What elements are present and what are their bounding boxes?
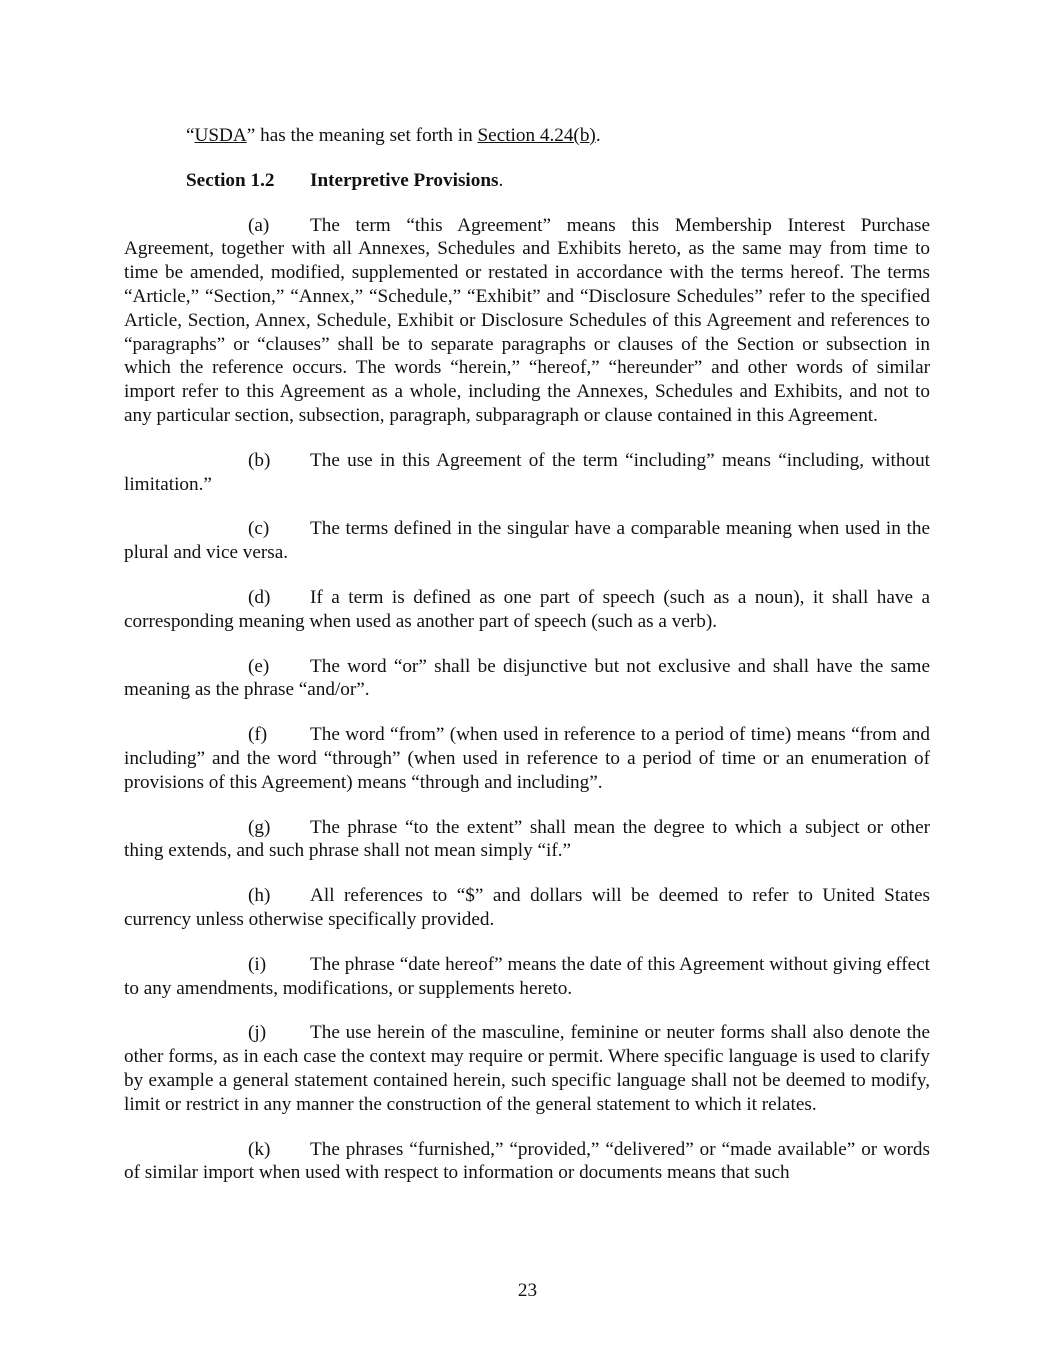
page-number: 23 — [517, 1280, 538, 1301]
paragraph-k — [124, 1138, 930, 1186]
paragraph-i — [124, 953, 930, 1001]
paragraph-e — [124, 655, 930, 703]
paragraph-text: The use herein of the masculine, feminine or neuter forms shall also denote the other forms, as in each case the context may require or permit. Where specific language is used to clarify by example a general statement contained herein, such specific language shall not be deemed to modify, limit or restrict in any manner the construction of the general statement to which it relates. — [124, 1022, 930, 1115]
paragraph-label: (h) — [248, 885, 271, 907]
paragraph-text: The phrase “to the extent” shall mean the degree to which a subject or other thing extends, and such phrase shall not mean simply “if.” — [124, 816, 930, 862]
paragraph-label: (b) — [248, 449, 271, 471]
paragraph-text: The term “this Agreement” means this Membership Interest Purchase Agreement, together with all Annexes, Schedules and Exhibits hereto, as the same may from time to time be amended, modified, supplemented or restated in accordance with the terms hereof. The terms “Article,” “Section,” “Annex,” “Schedule,” “Exhibit” and “Disclosure Schedules” refer to the specified Article, Section, Annex, Schedule, Exhibit or Disclosure Schedules of this Agreement and references to “paragraphs” or “clauses” shall be to separate paragraphs or clauses of the Section or subsection in which the reference occurs. The words “herein,” “hereof,” “hereunder” and other words of similar import refer to this Agreement as a whole, including the Annexes, Schedules and Exhibits, and not to any particular section, subsection, paragraph, subparagraph or clause contained in this Agreement. — [124, 214, 930, 426]
paragraph-h — [124, 884, 930, 932]
paragraph-label: (e) — [248, 655, 270, 677]
section-heading — [124, 169, 930, 193]
paragraph-text: The terms defined in the singular have a comparable meaning when used in the plural and vice versa. — [124, 518, 930, 564]
document-page — [124, 124, 930, 1206]
paragraph-label: (g) — [248, 816, 271, 838]
paragraph-text: If a term is defined as one part of speech (such as a noun), it shall have a corresponding meaning when used as another part of speech (such as a verb). — [124, 586, 930, 632]
paragraph-b — [124, 449, 930, 497]
definition-open-quote: “ — [186, 125, 195, 146]
paragraph-a — [124, 214, 930, 428]
paragraph-text: All references to “$” and dollars will be deemed to refer to United States currency unless otherwise specifically provided. — [124, 885, 930, 930]
paragraph-label: (i) — [248, 953, 267, 975]
section-title-period: . — [498, 169, 504, 191]
section-number: Section 1.2 — [186, 169, 275, 191]
paragraph-j — [124, 1021, 930, 1116]
paragraph-label: (k) — [248, 1138, 271, 1160]
paragraph-label: (j) — [248, 1022, 267, 1044]
definition-usda — [124, 124, 930, 148]
paragraph-text: The use in this Agreement of the term “including” means “including, without limitation.” — [124, 449, 930, 495]
paragraph-c — [124, 517, 930, 565]
paragraph-d — [124, 586, 930, 634]
paragraph-label: (f) — [248, 724, 268, 746]
defined-term: USDA — [194, 125, 247, 146]
section-reference: Section 4.24(b) — [477, 125, 596, 146]
paragraph-text: The word “or” shall be disjunctive but not exclusive and shall have the same meaning as the phrase “and/or”. — [124, 655, 930, 701]
definition-end: . — [595, 125, 601, 146]
paragraph-text: The word “from” (when used in reference to a period of time) means “from and including” and the word “through” (when used in reference to a period of time or an enumeration of provisions of this Agreement) means “through and including”. — [124, 724, 930, 793]
paragraph-label: (c) — [248, 518, 270, 540]
paragraph-g — [124, 816, 930, 864]
definition-text: ” has the meaning set forth in — [246, 125, 478, 146]
paragraph-label: (d) — [248, 586, 271, 608]
paragraph-f — [124, 723, 930, 794]
section-title: Interpretive Provisions — [310, 169, 499, 191]
paragraph-text: The phrases “furnished,” “provided,” “delivered” or “made available” or words of similar import when used with respect to information or documents means that such — [124, 1138, 930, 1184]
paragraph-label: (a) — [248, 214, 270, 236]
paragraph-text: The phrase “date hereof” means the date of this Agreement without giving effect to any amendments, modifications, or supplements hereto. — [124, 953, 930, 999]
